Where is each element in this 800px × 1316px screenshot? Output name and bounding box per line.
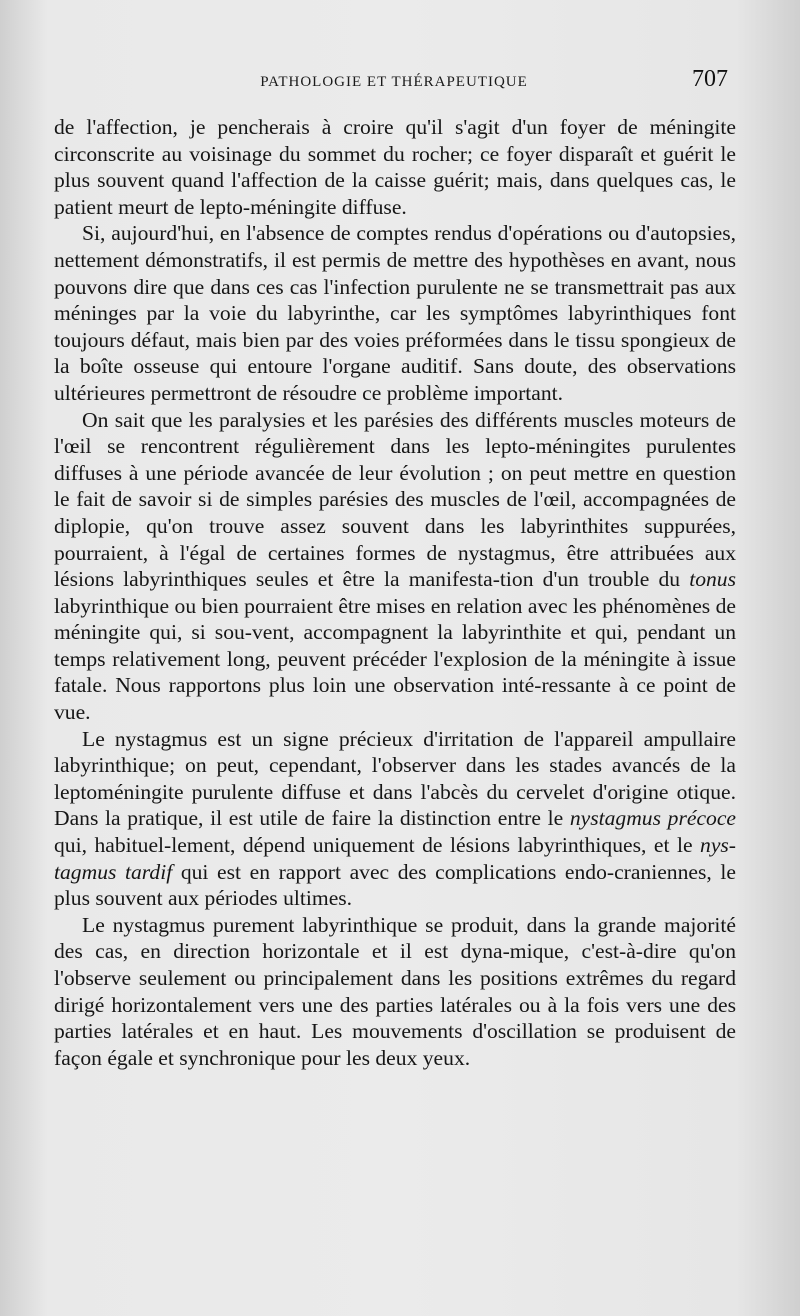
paragraph-3-text-b: labyrinthique ou bien pourraient être mises en relation avec les phénomènes de méningite qui, si sou-vent, accompagnent la labyrinthite et qui, pendant un temps relativement long, peuvent précéder l'explosion de la méningite à issue fatale. Nous rapportons plus loin une observation inté-ressante à ce point de vue. (54, 593, 736, 725)
paragraph-5: Le nystagmus purement labyrinthique se produit, dans la grande majorité des cas, en direction horizontale et il est dyna-mique, c'est-à-dire qu'on l'observe seulement ou principalement dans les positions extrêmes du regard dirigé horizontalement vers une des parties latérales ou à la fois vers une des parties latérales et en haut. Les mouvements d'oscillation se produisent de façon égale et synchronique pour les deux yeux. (54, 912, 736, 1070)
paragraph-4-text-a: Le nystagmus est un signe précieux d'irritation de l'appareil ampullaire labyrinthique; on peut, cependant, l'observer dans les stades avancés de la leptoméningite purulente diffuse et dans l'abcès du cervelet d'origine otique. Dans la pratique, il est utile de faire la distinction entre le (54, 726, 736, 831)
italic-term-nystagmus-precoce: nystagmus précoce (569, 806, 736, 831)
italic-term-nystagmus-tardif: nys-tagmus tardif (54, 833, 736, 884)
paragraph-4-text-c: qui est en rapport avec des complications endo-craniennes, le plus souvent aux périodes ultimes. (54, 859, 736, 911)
paragraph-4-text-b: qui, habituel-lement, dépend uniquement de lésions labyrinthiques, et le (54, 833, 701, 858)
page-number: 707 (692, 66, 728, 92)
italic-term-tonus: tonus (689, 567, 736, 592)
paragraph-3-text-a: On sait que les paralysies et les parésies des différents muscles moteurs de l'œil se rencontrent régulièrement dans les lepto-méningites purulentes diffuses à une période avancée de leur évolution ; on peut mettre en question le fait de savoir si de simples parésies des muscles de l'œil, accompagnées de diplopie, qu'on trouve assez souvent dans les labyrinthites suppurées, pourraient, à l'égal de certaines formes de nystagmus, être attribuées aux lésions labyrinthiques seules et être la manifesta-tion d'un trouble du (54, 407, 736, 592)
paragraph-1: de l'affection, je pencherais à croire qu'il s'agit d'un foyer de méningite circonscrite au voisinage du sommet du rocher; ce foyer disparaît et guérit le plus souvent quand l'affection de la caisse guérit; mais, dans quelques cas, le patient meurt de lepto-méningite diffuse. (54, 115, 736, 219)
paragraph-4 (54, 726, 736, 912)
body-text (54, 114, 736, 1071)
page-header (54, 66, 734, 102)
paragraph-2: Si, aujourd'hui, en l'absence de comptes rendus d'opérations ou d'autopsies, nettement démonstratifs, il est permis de mettre des hypothèses en avant, nous pouvons dire que dans ces cas l'infection purulente ne se transmettrait pas aux méninges par la voie du labyrinthe, car les symptômes labyrinthiques font toujours défaut, mais bien par des voies préformées dans le tissu spongieux de la boîte osseuse qui entoure l'organe auditif. Sans doute, des observations ultérieures permettront de résoudre ce problème important. (54, 221, 736, 405)
paragraph-3 (54, 407, 736, 726)
running-title: PATHOLOGIE ET THÉRAPEUTIQUE (260, 74, 528, 90)
